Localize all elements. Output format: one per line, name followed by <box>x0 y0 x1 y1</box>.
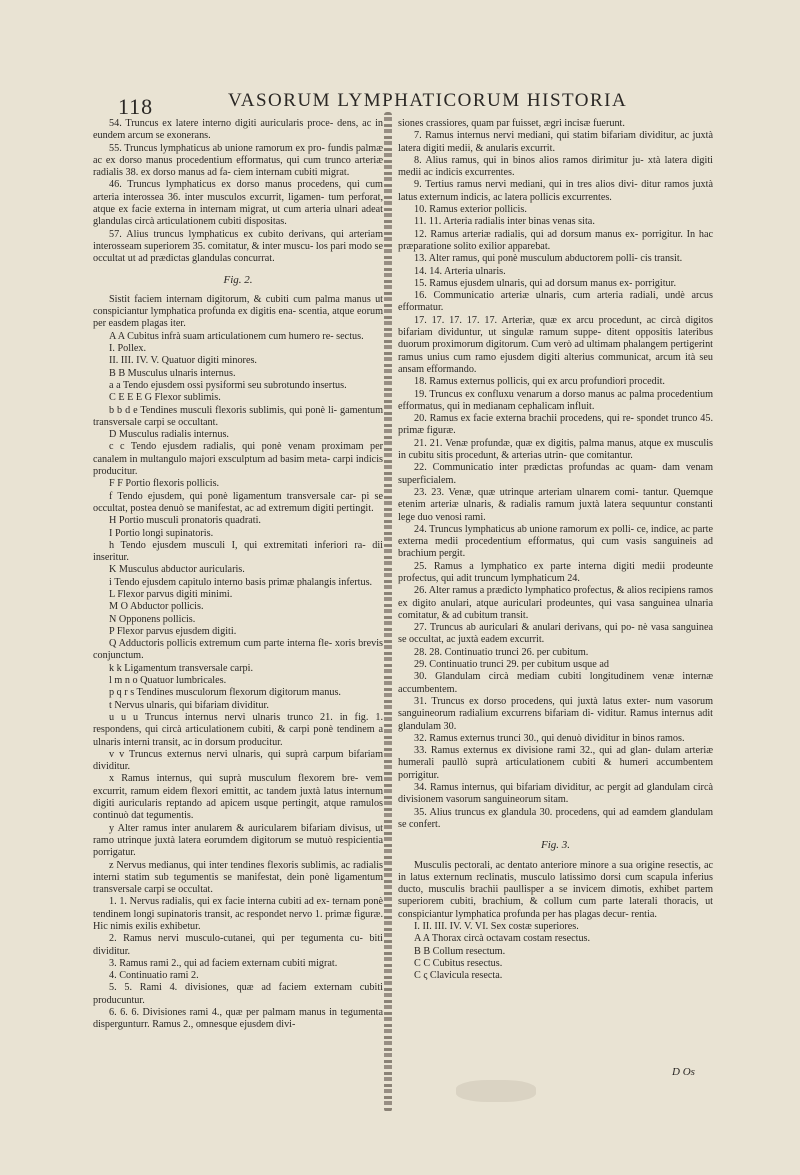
text-paragraph: 33. Ramus externus ex divisione rami 32., qui ad glan- dulam arteriæ humerali paullò suprà articulationem cubiti & humeri accumbentem porrigitur. <box>398 745 713 781</box>
text-paragraph: N Opponens pollicis. <box>109 613 196 625</box>
text-paragraph: f Tendo ejusdem, qui ponè ligamentum transversale car- pi se occultat, postea denuò se manifestat, ac ad extremum digiti pertingit. <box>93 490 383 514</box>
text-paragraph: 4. Continuatio rami 2. <box>109 970 199 982</box>
text-paragraph: H Portio musculi pronatoris quadrati. <box>109 515 261 527</box>
figure-heading: Fig. 3. <box>540 839 571 852</box>
page-number: 118 <box>118 94 154 119</box>
text-paragraph: 32. Ramus externus trunci 30., qui denuò dividitur in binos ramos. <box>414 732 685 744</box>
text-paragraph: 55. Truncus lymphaticus ab unione ramorum ex pro- fundis palmæ ac ex dorso manus procedentium efformatus, qui cum trunco arteriæ radialis 38. ex dorso manus ad fa- ciem internam cubiti migrat. <box>93 142 383 179</box>
text-paragraph: I. Pollex. <box>109 343 147 355</box>
text-paragraph: 7. Ramus internus nervi mediani, qui statim bifariam dividitur, ac juxtà latera digiti medii, & anularis excurrit. <box>398 130 713 154</box>
text-paragraph: 27. Truncus ab auriculari & anulari derivans, qui po- nè vasa sanguinea se occultat, ac juxtà eadem excurrit. <box>398 622 713 646</box>
text-paragraph: 1. 1. Nervus radialis, qui ex facie interna cubiti ad ex- ternam ponè tendinem longi supinatoris transit, ac respondet nervo 1. primæ figuræ. Hic nimis exilis exhibetur. <box>93 896 383 932</box>
text-paragraph: F F Portio flexoris pollicis. <box>109 478 220 490</box>
text-paragraph: B B Musculus ulnaris internus. <box>109 367 236 379</box>
text-paragraph: h Tendo ejusdem musculi I, qui extremitati inferiori ra- dii inseritur. <box>93 539 383 564</box>
text-paragraph: 11. 11. Arteria radialis inter binas venas sita. <box>414 216 595 228</box>
text-paragraph: 30. Glandulam circà mediam cubiti longitudinem venæ internæ accumbentem. <box>398 671 713 695</box>
text-paragraph: 31. Truncus ex dorso procedens, qui juxtà latus exter- num vasorum sanguineorum radialium excurrens bifariam di- viditur. Ramus internus adit glandulam 30. <box>398 695 713 732</box>
text-paragraph: 17. 17. 17. 17. 17. Arteriæ, quæ ex arcu procedunt, ac circà digitos bifariam dividuntur, ut singulæ ramum suppe- ditent oppositis lateribus duorum proximorum digitorum. Cum verò ad ultimam phalangem pertigerint ramus unius cum ramo ejusdem digiti alterius communicat, arcum ità seu ansam efformando. <box>398 314 713 375</box>
text-paragraph: 29. Continuatio trunci 29. per cubitum usque ad <box>414 659 609 671</box>
text-paragraph: 13. Alter ramus, qui ponè musculum abductorem polli- cis transit. <box>414 253 683 265</box>
text-paragraph: 54. Truncus ex latere interno digiti auricularis proce- dens, ac in eundem arcum se exonerans. <box>93 118 383 142</box>
text-paragraph: I Portio longi supinatoris. <box>109 527 214 539</box>
figure-heading: Fig. 2. <box>223 273 253 286</box>
text-paragraph: 14. 14. Arteria ulnaris. <box>414 265 506 277</box>
text-paragraph: K Musculus abductor auricularis. <box>109 564 245 576</box>
text-paragraph: P Flexor parvus ejusdem digiti. <box>109 625 237 637</box>
text-paragraph: i Tendo ejusdem capitulo interno basis primæ phalangis infertus. <box>109 576 373 588</box>
running-head: VASORUM LYMPHATICORUM HISTORIA <box>228 90 628 111</box>
ornamental-divider <box>384 112 392 1112</box>
text-paragraph: 24. Truncus lymphaticus ab unione ramorum ex polli- ce, indice, ac parte externa medii procedentium efformatus, qui cum vasis sanguineis ad brachium pergit. <box>398 523 713 560</box>
text-paragraph: x Ramus internus, qui suprà musculum flexorem bre- vem excurrit, ramum eidem flexori emittit, ac tandem juxtà latus internum digiti auricularis reptando ad apicem usque pertingit, atque ramulos continuò dat tegumentis. <box>93 773 383 822</box>
text-paragraph: 18. Ramus externus pollicis, qui ex arcu profundiori procedit. <box>414 376 665 388</box>
text-paragraph: 10. Ramus exterior pollicis. <box>414 204 527 216</box>
text-paragraph: 22. Communicatio inter prædictas profundas ac quam- dam venam superficialem. <box>398 462 713 486</box>
text-paragraph: 15. Ramus ejusdem ulnaris, qui ad dorsum manus ex- porrigitur. <box>414 277 677 289</box>
text-paragraph: A A Cubitus infrà suam articulationem cum humero re- sectus. <box>109 330 364 342</box>
text-paragraph: y Alter ramus inter anularem & auricularem bifariam divisus, ut ramo utrinque juxtà latera eorumdem digitorum se mutuò respicientia porrigatur. <box>93 822 383 859</box>
text-paragraph: 25. Ramus a lymphatico ex parte interna digiti medii prodeunte profectus, qui adit truncum lymphaticum 24. <box>398 560 713 584</box>
text-paragraph: l m n o Quatuor lumbricales. <box>109 675 227 687</box>
text-paragraph: 5. 5. Rami 4. divisiones, quæ ad faciem externam cubiti producuntur. <box>93 982 383 1006</box>
text-paragraph: M O Abductor pollicis. <box>109 601 204 613</box>
text-paragraph: A A Thorax circà octavam costam resectus. <box>414 933 591 945</box>
text-paragraph: C E E E G Flexor sublimis. <box>109 392 221 404</box>
text-paragraph: I. II. III. IV. V. VI. Sex costæ superiores. <box>414 921 579 932</box>
text-paragraph: 8. Alius ramus, qui in binos alios ramos dirimitur ju- xtà latera digiti medii ac indicis excurrentes. <box>398 154 713 179</box>
text-paragraph: b b d e Tendines musculi flexoris sublimis, qui ponè li- gamentum transversale carpi se occultant. <box>93 404 383 428</box>
right-column <box>398 118 713 982</box>
text-paragraph: 28. 28. Continuatio trunci 26. per cubitum. <box>414 646 589 658</box>
text-paragraph: L Flexor parvus digiti minimi. <box>109 588 233 600</box>
text-paragraph: B B Collum resectum. <box>414 945 506 957</box>
text-paragraph: II. III. IV. V. Quatuor digiti minores. <box>109 355 257 367</box>
text-paragraph: 46. Truncus lymphaticus ex dorso manus procedens, qui cum arteria interossea 36. inter musculos excurrit, ligamen- tum perforat, atque ex facie externa in internam migrat, ut cum arteria ulnari adeat glandulas circà articulationem cubiti dispositas. <box>93 179 383 228</box>
text-paragraph: a a Tendo ejusdem ossi pysiformi seu subrotundo insertus. <box>109 379 347 391</box>
left-column <box>93 118 383 1032</box>
text-paragraph: 16. Communicatio arteriæ ulnaris, cum arteria radiali, undè arcus efformatur. <box>398 290 713 314</box>
text-paragraph: 20. Ramus ex facie externa brachii procedens, qui re- spondet trunco 45. primæ figuræ. <box>398 413 713 437</box>
text-paragraph: k k Ligamentum transversale carpi. <box>109 662 253 674</box>
text-paragraph: 23. 23. Venæ, quæ utrinque arteriam ulnarem comi- tantur. Quemque etenim arteriæ ulnaris, & radialis ramum juxtà latera sequuntur constanti lege duo venosi rami. <box>398 486 713 523</box>
text-paragraph: z Nervus medianus, qui inter tendines flexoris sublimis, ac radialis interni statim sub tegumentis se manifestat, dein ponè ligamentum transversale carpi se occultat. <box>93 859 383 896</box>
text-paragraph: Musculis pectorali, ac dentato anteriore minore a sua origine resectis, ac in latus externum reclinatis, musculo latissimo dorsi cum scapula inferius ducto, musculis brachii paullisper a se invicem dimotis, exhibet partem superiorem cubiti, brachium, & collum cum parte laterali thoracis, ut conspiciantur lymphatica profunda per has plagas decur- rentia. <box>398 859 713 920</box>
text-paragraph: C C Cubitus resectus. <box>414 957 503 969</box>
text-paragraph: 9. Tertius ramus nervi mediani, qui in tres alios divi- ditur ramos juxtà latus externum indicis, ac latera pollicis excurrentes. <box>398 179 713 203</box>
text-paragraph: Q Adductoris pollicis extremum cum parte interna fle- xoris brevis conjunctum. <box>93 638 383 662</box>
text-paragraph: u u u Truncus internus nervi ulnaris trunco 21. in fig. 1. respondens, qui circà articulationem cubiti, & carpi ponè tendinem a ulnaris interni transit, ac in dorsum producitur. <box>93 711 383 748</box>
text-paragraph: siones crassiores, quam par fuisset, ægri incisæ fuerunt. <box>398 118 625 129</box>
text-paragraph: 12. Ramus arteriæ radialis, qui ad dorsum manus ex- porrigitur. In hac præparatione solito exilior apparebat. <box>398 228 713 252</box>
text-paragraph: 2. Ramus nervi musculo-cutanei, qui per tegumenta cu- biti dividitur. <box>93 933 383 957</box>
catchword: D Os <box>672 1066 695 1078</box>
text-paragraph: v v Truncus externus nervi ulnaris, qui suprà carpum bifariam dividitur. <box>93 748 383 773</box>
text-paragraph: 6. 6. 6. Divisiones rami 4., quæ per palmam manus in tegumenta dispergunturr. Ramus 2., omnesque ejusdem divi- <box>93 1007 383 1031</box>
paper-stain <box>456 1080 536 1102</box>
text-paragraph: Sistit faciem internam digitorum, & cubiti cum palma manus ut conspiciantur lymphatica profunda ex digitis ena- scentia, atque eorum per easdem plagas iter. <box>93 293 383 330</box>
text-paragraph: 21. 21. Venæ profundæ, quæ ex digitis, palma manus, atque ex musculis in cubitu sitis procedunt, & arterias utrin- que comitantur. <box>398 437 713 462</box>
text-paragraph: 3. Ramus rami 2., qui ad faciem externam cubiti migrat. <box>109 957 338 969</box>
text-paragraph: C ς Clavicula resecta. <box>414 970 503 982</box>
text-paragraph: 26. Alter ramus a prædicto lymphatico profectus, & alios recipiens ramos ex digito anulari, atque auriculari prodeuntes, qui vasa sanguinea ulnaria comitatur, & ad cubitum transit. <box>398 585 713 621</box>
text-paragraph: D Musculus radialis internus. <box>109 429 229 441</box>
text-paragraph: 57. Alius truncus lymphaticus ex cubito derivans, qui arteriam interosseam superiorem 35. comitatur, & inter muscu- los pari modo se occultat ut ad prædictas glandulas concurrat. <box>93 228 383 265</box>
text-paragraph: 34. Ramus internus, qui bifariam dividitur, ac pergit ad glandulam circà divisionem vasorum sanguineorum sitam. <box>398 782 713 806</box>
text-paragraph: 35. Alius truncus ex glandula 30. procedens, qui ad eamdem glandulam se confert. <box>398 806 713 830</box>
text-paragraph: c c Tendo ejusdem radialis, qui ponè venam proximam per canalem in multangulo majori exsculptum ad basim meta- carpi indicis producitur. <box>93 441 383 478</box>
text-paragraph: p q r s Tendines musculorum flexorum digitorum manus. <box>109 687 341 699</box>
text-paragraph: t Nervus ulnaris, qui bifariam dividitur. <box>109 699 269 711</box>
text-paragraph: 19. Truncus ex confluxu venarum a dorso manus ac palma procedentium efformatus, qui in medianam cephalicam influit. <box>398 388 713 412</box>
